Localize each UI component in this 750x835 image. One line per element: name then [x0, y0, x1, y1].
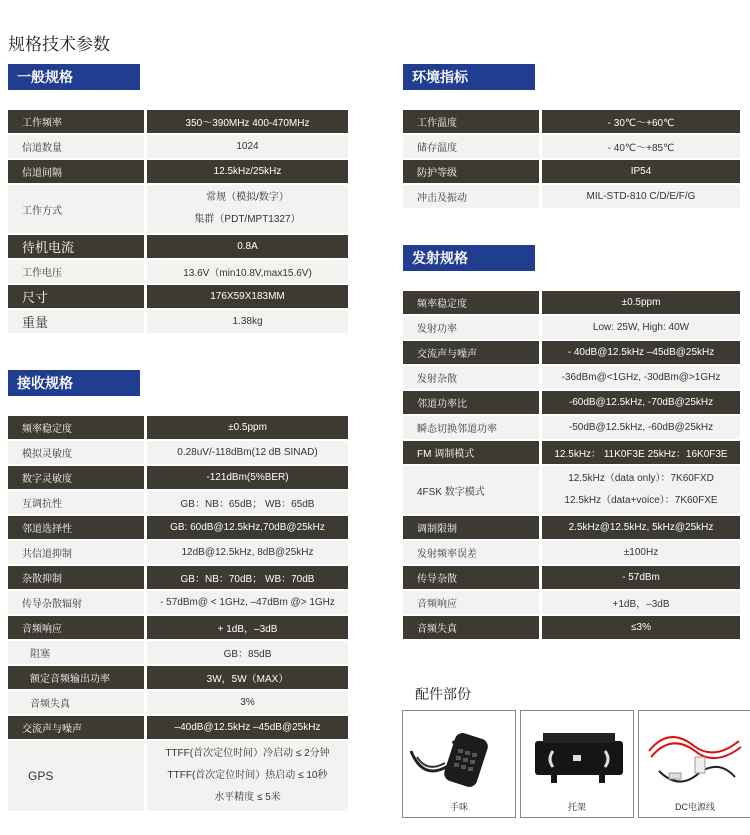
spec-value: IP54	[539, 160, 740, 185]
spec-row	[403, 316, 740, 341]
spec-label: 防护等级	[403, 160, 539, 185]
spec-label: 杂散抑制	[8, 566, 144, 591]
spec-value-line: 集群（PDT/MPT1327）	[194, 214, 301, 225]
spec-value: 350～390MHz 400-470MHz	[144, 110, 348, 135]
spec-row	[403, 291, 740, 316]
spec-row	[403, 391, 740, 416]
accessory-microphone	[402, 710, 516, 818]
spec-value: 0.28uV/-118dBm(12 dB SINAD)	[144, 441, 348, 466]
receive-spec-table	[8, 416, 348, 813]
section-heading-general: 一般规格	[8, 64, 140, 90]
transmit-spec-table	[403, 291, 740, 641]
spec-row-4fsk	[403, 466, 740, 516]
spec-row	[8, 691, 348, 716]
spec-value: -121dBm(5%BER)	[144, 466, 348, 491]
spec-label: GPS	[8, 741, 144, 813]
spec-row-standby	[8, 235, 348, 260]
spec-value: 12.5kHz/25kHz	[144, 160, 348, 185]
spec-row-frequency	[8, 110, 348, 135]
spec-value: - 30℃～+60℃	[539, 110, 740, 135]
spec-row	[8, 641, 348, 666]
spec-row	[403, 135, 740, 160]
spec-row	[403, 616, 740, 641]
spec-label: 频率稳定度	[8, 416, 144, 441]
accessories-gallery	[402, 710, 750, 818]
spec-label: 音频失真	[403, 616, 539, 641]
spec-row-channels	[8, 135, 348, 160]
spec-row	[8, 616, 348, 641]
spec-value: -50dB@12.5kHz, -60dB@25kHz	[539, 416, 740, 441]
spec-value: GB：NB：65dB； WB：65dB	[144, 491, 348, 516]
accessory-bracket	[520, 710, 634, 818]
spec-label: 信道间隔	[8, 160, 144, 185]
spec-value: -36dBm@<1GHz, -30dBm@>1GHz	[539, 366, 740, 391]
spec-row	[403, 366, 740, 391]
spec-row	[403, 416, 740, 441]
spec-label: 交流声与噪声	[403, 341, 539, 366]
spec-value: MIL-STD-810 C/D/E/F/G	[539, 185, 740, 210]
spec-value: - 40dB@12.5kHz –45dB@25kHz	[539, 341, 740, 366]
spec-value: 1.38kg	[144, 310, 348, 335]
spec-row	[8, 591, 348, 616]
spec-value: - 40℃～+85℃	[539, 135, 740, 160]
spec-value: - 57dBm@ < 1GHz, –47dBm @> 1GHz	[144, 591, 348, 616]
spec-row	[8, 416, 348, 441]
spec-value: 1024	[144, 135, 348, 160]
spec-value: 3W，5W（MAX）	[144, 666, 348, 691]
spec-row	[8, 566, 348, 591]
spec-label: 发射功率	[403, 316, 539, 341]
accessories-heading: 配件部份	[415, 686, 471, 702]
spec-label: 重量	[8, 310, 144, 335]
spec-row-spacing	[8, 160, 348, 185]
spec-label: 邻道选择性	[8, 516, 144, 541]
spec-value: GB：NB：70dB； WB：70dB	[144, 566, 348, 591]
spec-row	[8, 541, 348, 566]
spec-value: 12dB@12.5kHz, 8dB@25kHz	[144, 541, 348, 566]
spec-row	[403, 516, 740, 541]
spec-value: -60dB@12.5kHz, -70dB@25kHz	[539, 391, 740, 416]
spec-value: 3%	[144, 691, 348, 716]
spec-row	[403, 341, 740, 366]
spec-label: 阻塞	[8, 641, 144, 666]
spec-row	[8, 491, 348, 516]
spec-label: 信道数量	[8, 135, 144, 160]
spec-row	[403, 185, 740, 210]
spec-row	[8, 716, 348, 741]
spec-value: ≤3%	[539, 616, 740, 641]
spec-label: 互调抗性	[8, 491, 144, 516]
spec-label: 发射频率误差	[403, 541, 539, 566]
spec-row	[8, 516, 348, 541]
spec-label: 传导杂散辐射	[8, 591, 144, 616]
spec-value: ±100Hz	[539, 541, 740, 566]
spec-label: 数字灵敏度	[8, 466, 144, 491]
spec-label: 调制限制	[403, 516, 539, 541]
spec-label: 4FSK 数字模式	[403, 466, 539, 516]
spec-value: ±0.5ppm	[539, 291, 740, 316]
microphone-image	[403, 711, 517, 801]
spec-value: - 57dBm	[539, 566, 740, 591]
spec-value-line: 12.5kHz（data+voice）：7K60FXE	[564, 495, 718, 506]
spec-label: 音频失真	[8, 691, 144, 716]
spec-label: 共信道抑制	[8, 541, 144, 566]
general-spec-table	[8, 110, 348, 335]
spec-label: 储存温度	[403, 135, 539, 160]
page-title: 规格技术参数	[8, 35, 110, 54]
spec-label: 工作温度	[403, 110, 539, 135]
spec-row-weight	[8, 310, 348, 335]
spec-value: GB：85dB	[144, 641, 348, 666]
spec-label: 额定音频输出功率	[8, 666, 144, 691]
spec-label: 冲击及振动	[403, 185, 539, 210]
spec-row-gps	[8, 741, 348, 813]
spec-label: 瞬态切换邻道功率	[403, 416, 539, 441]
spec-value-line: 常规（模拟/数字）	[206, 192, 289, 203]
spec-label: 传导杂散	[403, 566, 539, 591]
spec-value-line: 12.5kHz（data only）：7K60FXD	[568, 473, 714, 484]
section-heading-transmit: 发射规格	[403, 245, 535, 271]
spec-value: 12.5kHz： 11K0F3E 25kHz：16K0F3E	[539, 441, 740, 466]
accessory-label: DC电源线	[675, 802, 715, 812]
spec-row	[403, 441, 740, 466]
spec-value	[144, 741, 348, 813]
spec-value: ±0.5ppm	[144, 416, 348, 441]
spec-value: –40dB@12.5kHz –45dB@25kHz	[144, 716, 348, 741]
spec-label: 工作频率	[8, 110, 144, 135]
spec-value: +1dB，–3dB	[539, 591, 740, 616]
spec-label: 待机电流	[8, 235, 144, 260]
spec-row-mode	[8, 185, 348, 235]
spec-row-size	[8, 285, 348, 310]
spec-value: GB: 60dB@12.5kHz,70dB@25kHz	[144, 516, 348, 541]
spec-label: FM 调制模式	[403, 441, 539, 466]
spec-value: 13.6V（min10.8V,max15.6V)	[144, 260, 348, 285]
dc-cable-image	[639, 711, 750, 801]
spec-value-line: TTFF(首次定位时间）热启动 ≤ 10秒	[167, 770, 328, 781]
spec-row	[403, 566, 740, 591]
spec-label: 音频响应	[8, 616, 144, 641]
spec-row	[8, 466, 348, 491]
accessory-dc-cable	[638, 710, 750, 818]
spec-row	[403, 110, 740, 135]
spec-row-voltage	[8, 260, 348, 285]
environment-spec-table	[403, 110, 740, 210]
spec-label: 工作电压	[8, 260, 144, 285]
spec-value	[144, 185, 348, 235]
spec-value-line: TTFF(首次定位时间）冷启动 ≤ 2分钟	[165, 748, 330, 759]
spec-value: Low: 25W, High: 40W	[539, 316, 740, 341]
spec-label: 模拟灵敏度	[8, 441, 144, 466]
spec-value: + 1dB，–3dB	[144, 616, 348, 641]
spec-label: 尺寸	[8, 285, 144, 310]
spec-label: 邻道功率比	[403, 391, 539, 416]
spec-row	[403, 541, 740, 566]
section-heading-receive: 接收规格	[8, 370, 140, 396]
accessory-label: 托架	[567, 802, 586, 812]
spec-value: 0.8A	[144, 235, 348, 260]
spec-row	[8, 666, 348, 691]
spec-label: 音频响应	[403, 591, 539, 616]
section-heading-environment: 环境指标	[403, 64, 535, 90]
spec-value	[539, 466, 740, 516]
spec-row	[403, 160, 740, 185]
spec-row	[403, 591, 740, 616]
spec-label: 频率稳定度	[403, 291, 539, 316]
spec-row	[8, 441, 348, 466]
spec-value: 2.5kHz@12.5kHz, 5kHz@25kHz	[539, 516, 740, 541]
spec-label: 工作方式	[8, 185, 144, 235]
accessory-label: 手咪	[449, 802, 468, 812]
spec-label: 交流声与噪声	[8, 716, 144, 741]
spec-label: 发射杂散	[403, 366, 539, 391]
spec-value-line: 水平精度 ≤ 5米	[214, 792, 281, 803]
bracket-image	[521, 711, 635, 801]
spec-value: 176X59X183MM	[144, 285, 348, 310]
